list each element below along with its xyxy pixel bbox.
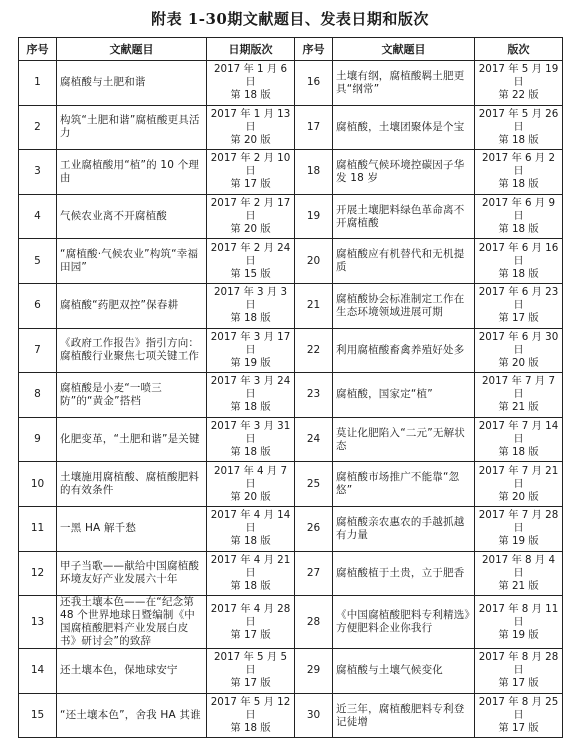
topic-cell-right: 开展土壤肥料绿色革命离不开腐植酸	[333, 194, 475, 239]
topic-cell-right: 腐植酸与土壤气候变化	[333, 649, 475, 694]
topic-cell-left: 腐植酸“药肥双控”保春耕	[57, 283, 207, 328]
publish-date: 2017 年 8 月 28 日	[478, 651, 559, 677]
topic-cell-left: 腐植酸是小麦“一喷三防”的“黄金”搭档	[57, 373, 207, 418]
topic-cell-left: 《政府工作报告》指引方向：腐植酸行业聚焦七项关键工作	[57, 328, 207, 373]
table-row	[19, 373, 563, 418]
edition-number: 第 19 版	[498, 628, 539, 641]
table-row	[19, 105, 563, 150]
publish-date: 2017 年 4 月 14 日	[210, 509, 291, 535]
topic-cell-right: 腐植酸气候环境控碳因子华发 18 岁	[333, 150, 475, 195]
edition-number: 第 18 版	[230, 312, 271, 325]
row-number-left: 4	[19, 194, 57, 239]
date-edition-cell-right	[475, 373, 563, 418]
table-row	[19, 649, 563, 694]
date-edition-cell-left	[207, 283, 295, 328]
topic-cell-right: 利用腐植酸畜禽养殖好处多	[333, 328, 475, 373]
publish-date: 2017 年 1 月 6 日	[214, 63, 287, 89]
edition-number: 第 18 版	[230, 89, 271, 102]
row-number-right: 27	[295, 551, 333, 596]
publish-date: 2017 年 1 月 13 日	[210, 107, 291, 133]
edition-number: 第 22 版	[498, 89, 539, 102]
publish-date: 2017 年 6 月 30 日	[478, 330, 559, 356]
edition-number: 第 17 版	[230, 628, 271, 641]
topic-cell-right: 土壤有纲，腐植酸羁土肥更具“纲常”	[333, 61, 475, 106]
header-edition-right: 版次	[475, 38, 563, 61]
publish-date: 2017 年 8 月 25 日	[478, 696, 559, 722]
edition-number: 第 21 版	[498, 579, 539, 592]
topic-cell-right: 腐植酸应有机替代和无机提质	[333, 239, 475, 284]
date-edition-cell-right	[475, 506, 563, 551]
table-row	[19, 596, 563, 649]
topic-cell-left: “还土壤本色”，舍我 HA 其谁	[57, 693, 207, 738]
topic-cell-left: “腐植酸·气候农业”构筑“幸福田园”	[57, 239, 207, 284]
table-row	[19, 551, 563, 596]
edition-number: 第 18 版	[230, 722, 271, 735]
date-edition-cell-left	[207, 105, 295, 150]
header-no-left: 序号	[19, 38, 57, 61]
publish-date: 2017 年 6 月 2 日	[482, 152, 555, 178]
publish-date: 2017 年 2 月 24 日	[210, 241, 291, 267]
header-no-right: 序号	[295, 38, 333, 61]
topic-cell-left: 一黑 HA 解千愁	[57, 506, 207, 551]
table-header-row	[19, 38, 563, 61]
publish-date: 2017 年 7 月 7 日	[482, 375, 555, 401]
edition-number: 第 20 版	[498, 356, 539, 369]
row-number-right: 17	[295, 105, 333, 150]
row-number-left: 3	[19, 150, 57, 195]
edition-number: 第 18 版	[498, 223, 539, 236]
publish-date: 2017 年 4 月 28 日	[210, 602, 291, 628]
row-number-right: 20	[295, 239, 333, 284]
date-edition-cell-left	[207, 239, 295, 284]
date-edition-cell-right	[475, 105, 563, 150]
date-edition-cell-left	[207, 462, 295, 507]
row-number-left: 1	[19, 61, 57, 106]
topic-cell-right: 莫让化肥陷入“二元”无解状态	[333, 417, 475, 462]
date-edition-cell-left	[207, 693, 295, 738]
row-number-right: 18	[295, 150, 333, 195]
topic-cell-left: 气候农业离不开腐植酸	[57, 194, 207, 239]
topic-cell-left: 腐植酸与土肥和谐	[57, 61, 207, 106]
publish-date: 2017 年 7 月 21 日	[478, 464, 559, 490]
publish-date: 2017 年 2 月 10 日	[210, 152, 291, 178]
topic-cell-left: 化肥变革，“土肥和谐”是关键	[57, 417, 207, 462]
row-number-right: 23	[295, 373, 333, 418]
row-number-left: 15	[19, 693, 57, 738]
edition-number: 第 17 版	[498, 312, 539, 325]
table-row	[19, 462, 563, 507]
row-number-right: 22	[295, 328, 333, 373]
publish-date: 2017 年 6 月 9 日	[482, 197, 555, 223]
header-date-left: 日期版次	[207, 38, 295, 61]
row-number-right: 28	[295, 596, 333, 649]
table-row	[19, 328, 563, 373]
publish-date: 2017 年 5 月 19 日	[478, 63, 559, 89]
row-number-right: 29	[295, 649, 333, 694]
date-edition-cell-left	[207, 150, 295, 195]
date-edition-cell-left	[207, 417, 295, 462]
row-number-right: 30	[295, 693, 333, 738]
date-edition-cell-right	[475, 283, 563, 328]
row-number-left: 7	[19, 328, 57, 373]
row-number-left: 5	[19, 239, 57, 284]
date-edition-cell-right	[475, 239, 563, 284]
table-row	[19, 506, 563, 551]
table-row	[19, 239, 563, 284]
page-title: 附表 1-30期文献题目、发表日期和版次	[151, 10, 429, 28]
topic-cell-left: 还土壤本色，保地球安宁	[57, 649, 207, 694]
table-row	[19, 61, 563, 106]
topic-cell-right: 腐植酸植于土贵，立于肥香	[333, 551, 475, 596]
publish-date: 2017 年 5 月 26 日	[478, 107, 559, 133]
publish-date: 2017 年 6 月 16 日	[478, 241, 559, 267]
date-edition-cell-right	[475, 194, 563, 239]
date-edition-cell-left	[207, 328, 295, 373]
edition-number: 第 20 版	[230, 133, 271, 146]
row-number-right: 26	[295, 506, 333, 551]
table-row	[19, 150, 563, 195]
publish-date: 2017 年 8 月 11 日	[478, 602, 559, 628]
edition-number: 第 18 版	[230, 535, 271, 548]
date-edition-cell-right	[475, 551, 563, 596]
edition-number: 第 17 版	[498, 722, 539, 735]
date-edition-cell-right	[475, 693, 563, 738]
date-edition-cell-right	[475, 596, 563, 649]
header-topic-left: 文献题目	[57, 38, 207, 61]
row-number-left: 8	[19, 373, 57, 418]
date-edition-cell-left	[207, 596, 295, 649]
edition-number: 第 18 版	[498, 446, 539, 459]
publish-date: 2017 年 3 月 24 日	[210, 375, 291, 401]
topic-cell-left: 还我土壤本色——在“纪念第 48 个世界地球日暨编制《中国腐植酸肥料产业发展白皮书》研讨会”的致辞	[57, 596, 207, 649]
row-number-left: 14	[19, 649, 57, 694]
row-number-left: 9	[19, 417, 57, 462]
edition-number: 第 21 版	[498, 401, 539, 414]
publish-date: 2017 年 3 月 31 日	[210, 420, 291, 446]
publish-date: 2017 年 7 月 28 日	[478, 509, 559, 535]
edition-number: 第 18 版	[498, 133, 539, 146]
edition-number: 第 18 版	[230, 446, 271, 459]
publish-date: 2017 年 4 月 21 日	[210, 553, 291, 579]
date-edition-cell-left	[207, 194, 295, 239]
edition-number: 第 17 版	[498, 677, 539, 690]
row-number-right: 19	[295, 194, 333, 239]
edition-number: 第 17 版	[230, 178, 271, 191]
table-row	[19, 417, 563, 462]
edition-number: 第 20 版	[230, 223, 271, 236]
edition-number: 第 15 版	[230, 267, 271, 280]
date-edition-cell-right	[475, 328, 563, 373]
row-number-left: 11	[19, 506, 57, 551]
edition-number: 第 18 版	[498, 178, 539, 191]
publish-date: 2017 年 4 月 7 日	[214, 464, 287, 490]
topic-cell-right: 《中国腐植酸肥料专利精选》方便肥料企业你我行	[333, 596, 475, 649]
row-number-left: 10	[19, 462, 57, 507]
row-number-left: 2	[19, 105, 57, 150]
row-number-right: 24	[295, 417, 333, 462]
edition-number: 第 20 版	[498, 490, 539, 503]
date-edition-cell-right	[475, 649, 563, 694]
row-number-left: 12	[19, 551, 57, 596]
date-edition-cell-left	[207, 506, 295, 551]
publish-date: 2017 年 6 月 23 日	[478, 286, 559, 312]
topic-cell-left: 土壤施用腐植酸、腐植酸肥料的有效条件	[57, 462, 207, 507]
edition-number: 第 18 版	[498, 267, 539, 280]
table-body	[19, 61, 563, 738]
edition-number: 第 18 版	[230, 579, 271, 592]
publish-date: 2017 年 5 月 5 日	[214, 651, 287, 677]
table-row	[19, 283, 563, 328]
row-number-left: 6	[19, 283, 57, 328]
topic-cell-right: 腐植酸市场推广不能靠“忽悠”	[333, 462, 475, 507]
topic-cell-left: 构筑“土肥和谐”腐植酸更具活力	[57, 105, 207, 150]
date-edition-cell-left	[207, 61, 295, 106]
edition-number: 第 19 版	[498, 535, 539, 548]
row-number-right: 21	[295, 283, 333, 328]
date-edition-cell-right	[475, 417, 563, 462]
date-edition-cell-left	[207, 373, 295, 418]
edition-number: 第 17 版	[230, 677, 271, 690]
topic-cell-right: 腐植酸，国家定“植”	[333, 373, 475, 418]
date-edition-cell-right	[475, 462, 563, 507]
date-edition-cell-left	[207, 551, 295, 596]
publish-date: 2017 年 7 月 14 日	[478, 420, 559, 446]
row-number-right: 25	[295, 462, 333, 507]
topic-cell-right: 腐植酸协会标准制定工作在生态环境领域进展可期	[333, 283, 475, 328]
date-edition-cell-right	[475, 61, 563, 106]
publish-date: 2017 年 3 月 3 日	[214, 286, 287, 312]
topic-cell-right: 腐植酸亲农惠农的手越抓越有力量	[333, 506, 475, 551]
edition-number: 第 20 版	[230, 490, 271, 503]
header-topic-right: 文献题目	[333, 38, 475, 61]
table-row	[19, 194, 563, 239]
date-edition-cell-left	[207, 649, 295, 694]
publish-date: 2017 年 8 月 4 日	[482, 553, 555, 579]
publish-date: 2017 年 2 月 17 日	[210, 197, 291, 223]
publish-date: 2017 年 5 月 12 日	[210, 696, 291, 722]
topic-cell-right: 近三年，腐植酸肥料专利登记徒增	[333, 693, 475, 738]
date-edition-cell-right	[475, 150, 563, 195]
edition-number: 第 19 版	[230, 356, 271, 369]
publish-date: 2017 年 3 月 17 日	[210, 330, 291, 356]
topic-cell-left: 甲子当歌——献给中国腐植酸环境友好产业发展六十年	[57, 551, 207, 596]
literature-table	[18, 37, 563, 738]
row-number-left: 13	[19, 596, 57, 649]
topic-cell-left: 工业腐植酸用“植”的 10 个理由	[57, 150, 207, 195]
table-row	[19, 693, 563, 738]
row-number-right: 16	[295, 61, 333, 106]
topic-cell-right: 腐植酸，土壤团聚体是个宝	[333, 105, 475, 150]
edition-number: 第 18 版	[230, 401, 271, 414]
